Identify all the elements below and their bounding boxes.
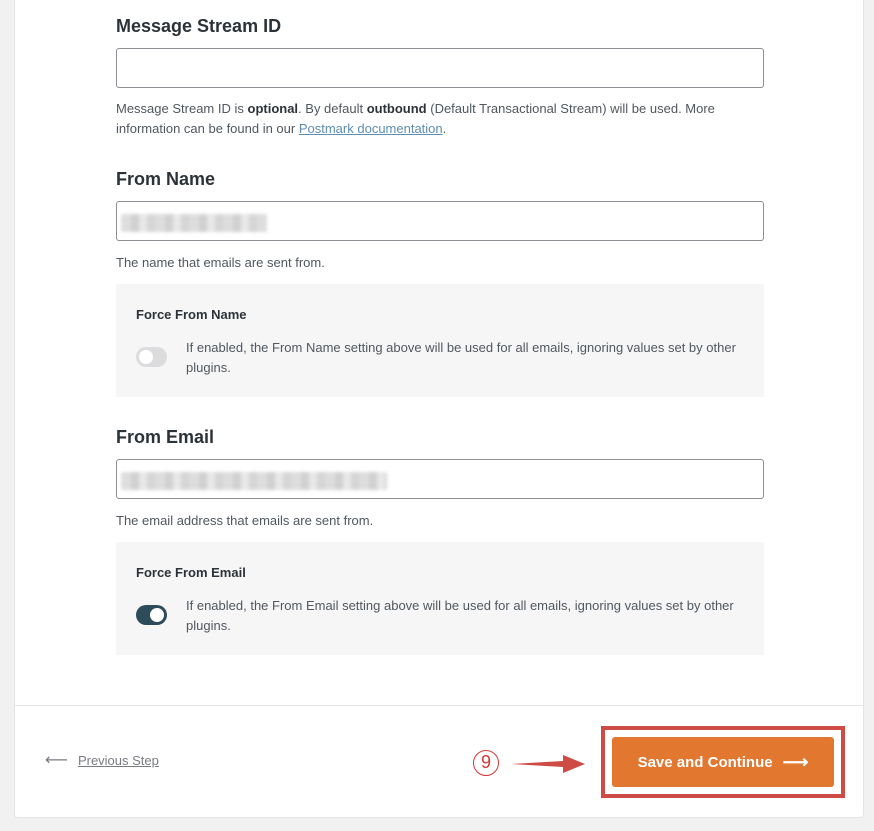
force-from-name-title: Force From Name [136,307,247,322]
force-from-email-title: Force From Email [136,565,246,580]
from-name-label: From Name [116,169,216,189]
force-from-email-description: If enabled, the From Email setting above will be used for all emails, ignoring values set by other plugins. [186,598,734,633]
arrow-right-icon: ⟶ [782,752,809,772]
from-name-input[interactable] [116,201,764,241]
message-stream-id-input[interactable] [116,48,764,88]
force-from-name-toggle[interactable] [136,347,167,367]
annotation-arrow-icon [511,753,587,775]
footer-divider [15,705,863,706]
step-number-annotation: 9 [473,750,499,776]
setup-wizard-card [14,0,864,818]
postmark-documentation-link[interactable]: Postmark documentation [298,121,443,136]
arrow-left-icon: ⟵ [45,751,68,769]
from-email-help: The email address that emails are sent from. [116,513,374,528]
force-from-name-description: If enabled, the From Name setting above will be used for all emails, ignoring values set by other plugins. [186,340,736,375]
force-from-email-toggle[interactable] [136,605,167,625]
from-email-input[interactable] [116,459,764,499]
from-email-blurred-value [121,472,387,490]
force-from-name-panel [116,284,764,397]
toggle-knob [150,608,164,622]
save-and-continue-button[interactable] [612,737,834,787]
from-email-label: From Email [116,427,215,447]
from-name-blurred-value [121,214,267,232]
from-name-help: The name that emails are sent from. [116,255,325,270]
toggle-knob [139,350,153,364]
message-stream-id-label: Message Stream ID [116,16,282,36]
previous-step-link[interactable] [45,753,159,768]
message-stream-id-help: Message Stream ID is optional. By default outbound (Default Transactional Stream) will be used. More information can be found in our Postmark documentation. [116,101,715,136]
save-and-continue-label: Save and Continue [637,753,773,771]
previous-step-label: Previous Step [77,753,159,768]
force-from-email-panel [116,542,764,655]
